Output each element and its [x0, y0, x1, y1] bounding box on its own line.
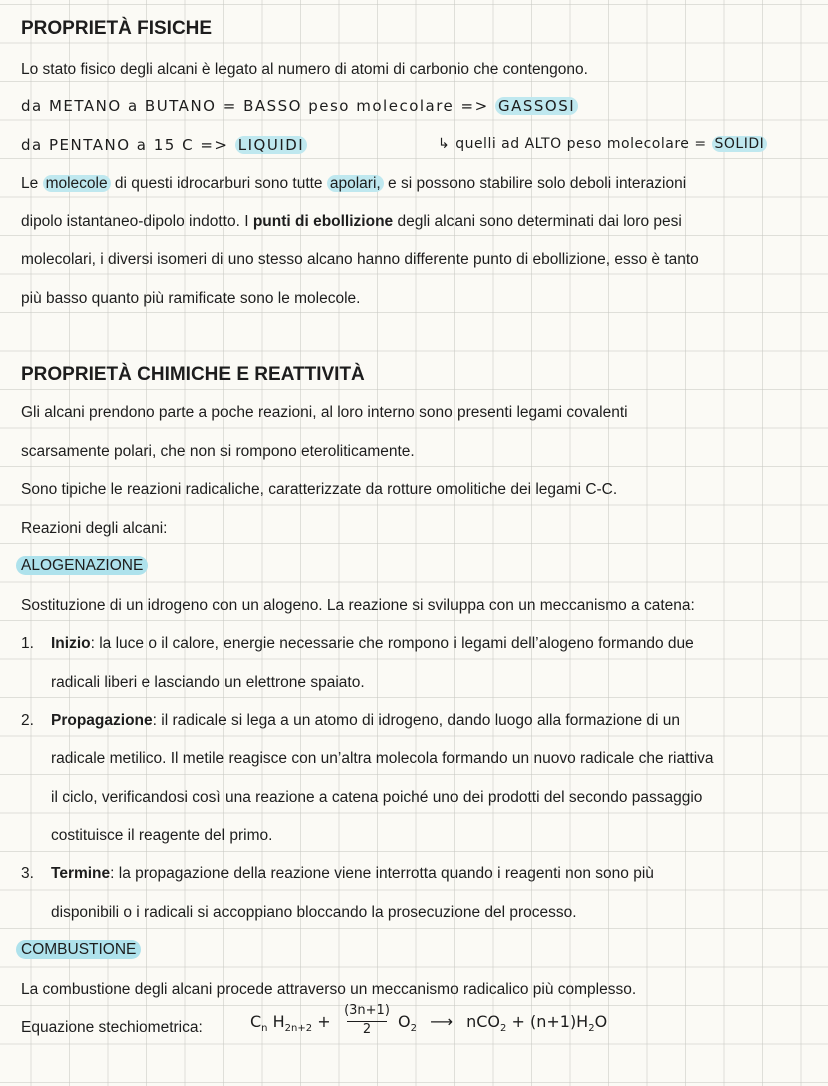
alogenazione-description: Sostituzione di un idrogeno con un alogeno. La reazione si sviluppa con un meccanismo a catena:: [21, 597, 695, 614]
list-number: 3.: [21, 865, 34, 882]
handwritten-note-gases: da METANO a BUTANO = BASSO peso molecolare => GASSOSI: [21, 97, 578, 115]
combustione-label: COMBUSTIONE: [16, 940, 141, 960]
list-item-termine-cont: disponibili o i radicali si accoppiano bloccando la prosecuzione del processo.: [51, 904, 577, 921]
chem-line-1: Gli alcani prendono parte a poche reazioni, al loro interno sono presenti legami covalenti: [21, 404, 628, 421]
list-number: 2.: [21, 712, 34, 729]
arrow-return-icon: ↳: [438, 136, 451, 152]
paragraph-line-4: più basso quanto più ramificate sono le molecole.: [21, 290, 361, 307]
highlight-gassosi: GASSOSI: [495, 97, 578, 115]
handwritten-note-solids: ↳ quelli ad ALTO peso molecolare = SOLIDI: [438, 136, 767, 152]
fraction: (3n+1) 2: [344, 1003, 390, 1037]
alogenazione-label: ALOGENAZIONE: [16, 556, 148, 576]
highlight-molecole: molecole: [43, 175, 111, 192]
equation-right: $O_2$ ⟶ $nCO_2 + (n+1)H_2O$: [398, 1012, 608, 1035]
combustione-description: La combustione degli alcani procede attraverso un meccanismo radicalico più complesso.: [21, 981, 637, 998]
list-item-termine: Termine: la propagazione della reazione viene interrotta quando i reagenti non sono più: [51, 865, 654, 882]
highlight-apolari: apolari,: [327, 175, 384, 192]
highlight-liquidi: LIQUIDI: [235, 136, 307, 154]
handwritten-note-liquids: da PENTANO a 15 C => LIQUIDI: [21, 136, 307, 154]
heading-physical-properties: PROPRIETÀ FISICHE: [21, 18, 213, 39]
chem-line-4: Reazioni degli alcani:: [21, 520, 168, 537]
stoichiometric-equation: $C_n$ $H_{2n+2}$ +: [250, 1012, 331, 1035]
highlight-solidi: SOLIDI: [712, 136, 768, 152]
intro-line: Lo stato fisico degli alcani è legato al numero di atomi di carbonio che contengono.: [21, 61, 588, 78]
chem-line-2: scarsamente polari, che non si rompono eteroliticamente.: [21, 443, 415, 460]
paragraph-line-2: dipolo istantaneo-dipolo indotto. I punti di ebollizione degli alcani sono determinati dai loro pesi: [21, 213, 682, 230]
list-item-propagazione-cont: costituisce il reagente del primo.: [51, 827, 273, 844]
list-item-inizio-cont: radicali liberi e lasciando un elettrone spaiato.: [51, 674, 365, 691]
heading-chemical-properties: PROPRIETÀ CHIMICHE E REATTIVITÀ: [21, 364, 365, 385]
paragraph-line-3: molecolari, i diversi isomeri di uno stesso alcano hanno differente punto di ebollizione, esso è tanto: [21, 251, 699, 268]
list-item-propagazione-cont: il ciclo, verificandosi così una reazione a catena poiché uno dei prodotti del secondo passaggio: [51, 789, 703, 806]
list-number: 1.: [21, 635, 34, 652]
equation-label: Equazione stechiometrica:: [21, 1019, 203, 1036]
list-item-propagazione: Propagazione: il radicale si lega a un atomo di idrogeno, dando luogo alla formazione di un: [51, 712, 680, 729]
paragraph-line-1: Le molecole di questi idrocarburi sono tutte apolari, e si possono stabilire solo deboli interazioni: [21, 175, 687, 192]
list-item-propagazione-cont: radicale metilico. Il metile reagisce con un’altra molecola formando un nuovo radicale che riattiva: [51, 750, 714, 767]
chem-line-3: Sono tipiche le reazioni radicaliche, caratterizzate da rotture omolitiche dei legami C-C.: [21, 481, 618, 498]
list-item-inizio: Inizio: la luce o il calore, energie necessarie che rompono i legami dell’alogeno formando due: [51, 635, 694, 652]
arrow-icon: ⟶: [430, 1012, 453, 1031]
